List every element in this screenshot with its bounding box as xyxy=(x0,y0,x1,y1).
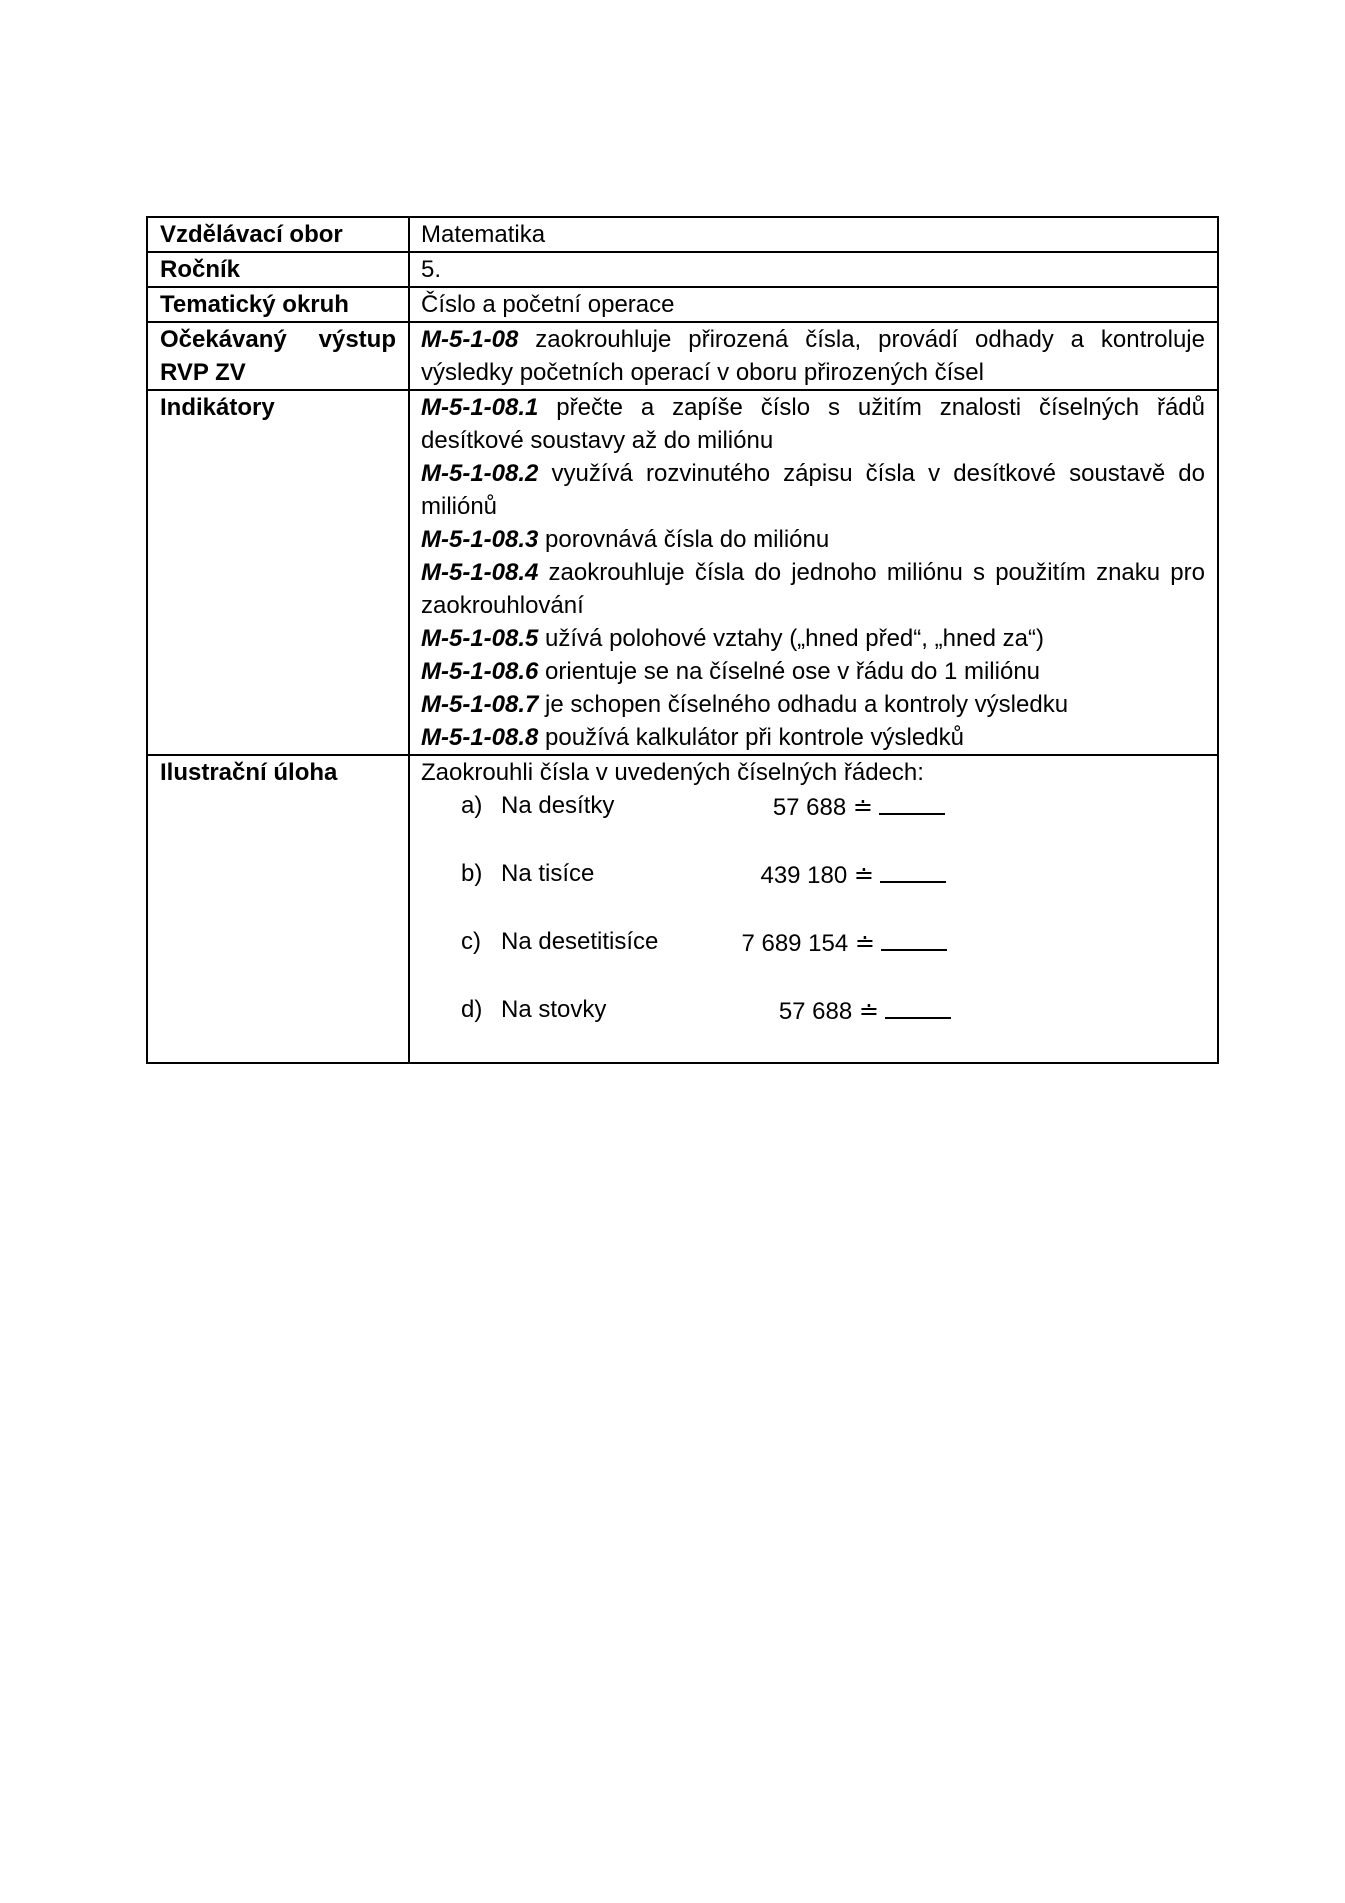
table-row-vystup xyxy=(147,322,1218,390)
vystup-text: zaokrouhluje přirozená čísla, provádí odhady a kontroluje výsledky početních operací v oboru přirozených čísel xyxy=(421,326,1205,386)
label-vystup-line1 xyxy=(160,323,396,356)
indicator-item xyxy=(421,622,1205,655)
label-obor: Vzdělávací obor xyxy=(147,217,409,252)
indicator-code: M-5-1-08.8 xyxy=(421,724,539,751)
table-row-obor xyxy=(147,217,1218,252)
task-number-value: 439 180 ≐ xyxy=(760,862,874,889)
value-indikatory xyxy=(409,390,1218,755)
curriculum-table xyxy=(146,216,1219,1064)
task-intro: Zaokrouhli čísla v uvedených číselných řádech: xyxy=(421,759,924,786)
answer-blank xyxy=(880,857,946,883)
label-vystup-word1: Očekávaný xyxy=(160,326,287,353)
indicator-code: M-5-1-08.5 xyxy=(421,625,539,652)
indicator-text: užívá polohové vztahy („hned před“, „hned za“) xyxy=(538,625,1044,652)
answer-blank xyxy=(885,993,951,1019)
list-item xyxy=(421,789,1205,857)
label-vystup-line2: RVP ZV xyxy=(160,359,246,386)
task-number xyxy=(779,993,951,1028)
indicator-text: používá kalkulátor při kontrole výsledků xyxy=(538,724,964,751)
indicator-text: orientuje se na číselné ose v řádu do 1 miliónu xyxy=(538,658,1041,685)
value-obor: Matematika xyxy=(409,217,1218,252)
task-number xyxy=(741,925,947,960)
task-text: Na desítky xyxy=(501,792,615,819)
label-rocnik: Ročník xyxy=(147,252,409,287)
indicator-code: M-5-1-08.3 xyxy=(421,526,539,553)
value-uloha xyxy=(409,755,1218,1063)
indicator-item xyxy=(421,655,1205,688)
task-list xyxy=(421,789,1205,1043)
label-uloha: Ilustrační úloha xyxy=(147,755,409,1063)
table-row-uloha xyxy=(147,755,1218,1063)
table-row-rocnik xyxy=(147,252,1218,287)
task-letter: d) xyxy=(461,996,483,1023)
task-number-value: 57 688 ≐ xyxy=(778,998,879,1025)
task-letter: b) xyxy=(461,860,483,887)
task-number xyxy=(773,789,945,824)
table-row-indikatory xyxy=(147,390,1218,755)
task-text: Na desetitisíce xyxy=(501,928,659,955)
answer-blank xyxy=(879,789,945,815)
indicator-code: M-5-1-08.2 xyxy=(421,460,539,487)
vystup-code: M-5-1-08 xyxy=(421,326,519,353)
label-vystup xyxy=(147,322,409,390)
indicator-item xyxy=(421,391,1205,457)
task-letter: a) xyxy=(461,792,483,819)
task-text: Na tisíce xyxy=(501,860,595,887)
indicator-code: M-5-1-08.1 xyxy=(421,394,539,421)
indicator-code: M-5-1-08.4 xyxy=(421,559,539,586)
indicator-item xyxy=(421,721,1205,754)
indicator-code: M-5-1-08.6 xyxy=(421,658,539,685)
indicator-item xyxy=(421,556,1205,622)
indicator-text: přečte a zapíše číslo s užitím znalosti číselných řádů desítkové soustavy až do miliónu xyxy=(421,394,1205,454)
indicator-item xyxy=(421,523,1205,556)
indicator-item xyxy=(421,457,1205,523)
value-rocnik: 5. xyxy=(409,252,1218,287)
task-letter: c) xyxy=(461,928,481,955)
indicator-text: zaokrouhluje čísla do jednoho miliónu s použitím znaku pro zaokrouhlování xyxy=(421,559,1205,619)
indicator-text: je schopen číselného odhadu a kontroly výsledku xyxy=(538,691,1069,718)
indicator-item xyxy=(421,688,1205,721)
indicator-text: porovnává čísla do miliónu xyxy=(538,526,830,553)
indicator-code: M-5-1-08.7 xyxy=(421,691,539,718)
task-number xyxy=(760,857,946,892)
value-okruh: Číslo a početní operace xyxy=(409,287,1218,322)
value-vystup xyxy=(409,322,1218,390)
label-vystup-word2: výstup xyxy=(318,326,396,353)
list-item xyxy=(421,857,1205,925)
list-item xyxy=(421,993,1205,1043)
answer-blank xyxy=(881,925,947,951)
task-text: Na stovky xyxy=(501,996,607,1023)
label-indikatory: Indikátory xyxy=(147,390,409,755)
task-number-value: 57 688 ≐ xyxy=(772,794,873,821)
indicator-text: využívá rozvinutého zápisu čísla v desítkové soustavě do miliónů xyxy=(421,460,1205,520)
task-number-value: 7 689 154 ≐ xyxy=(741,930,875,957)
label-okruh: Tematický okruh xyxy=(147,287,409,322)
list-item xyxy=(421,925,1205,993)
table-row-okruh xyxy=(147,287,1218,322)
